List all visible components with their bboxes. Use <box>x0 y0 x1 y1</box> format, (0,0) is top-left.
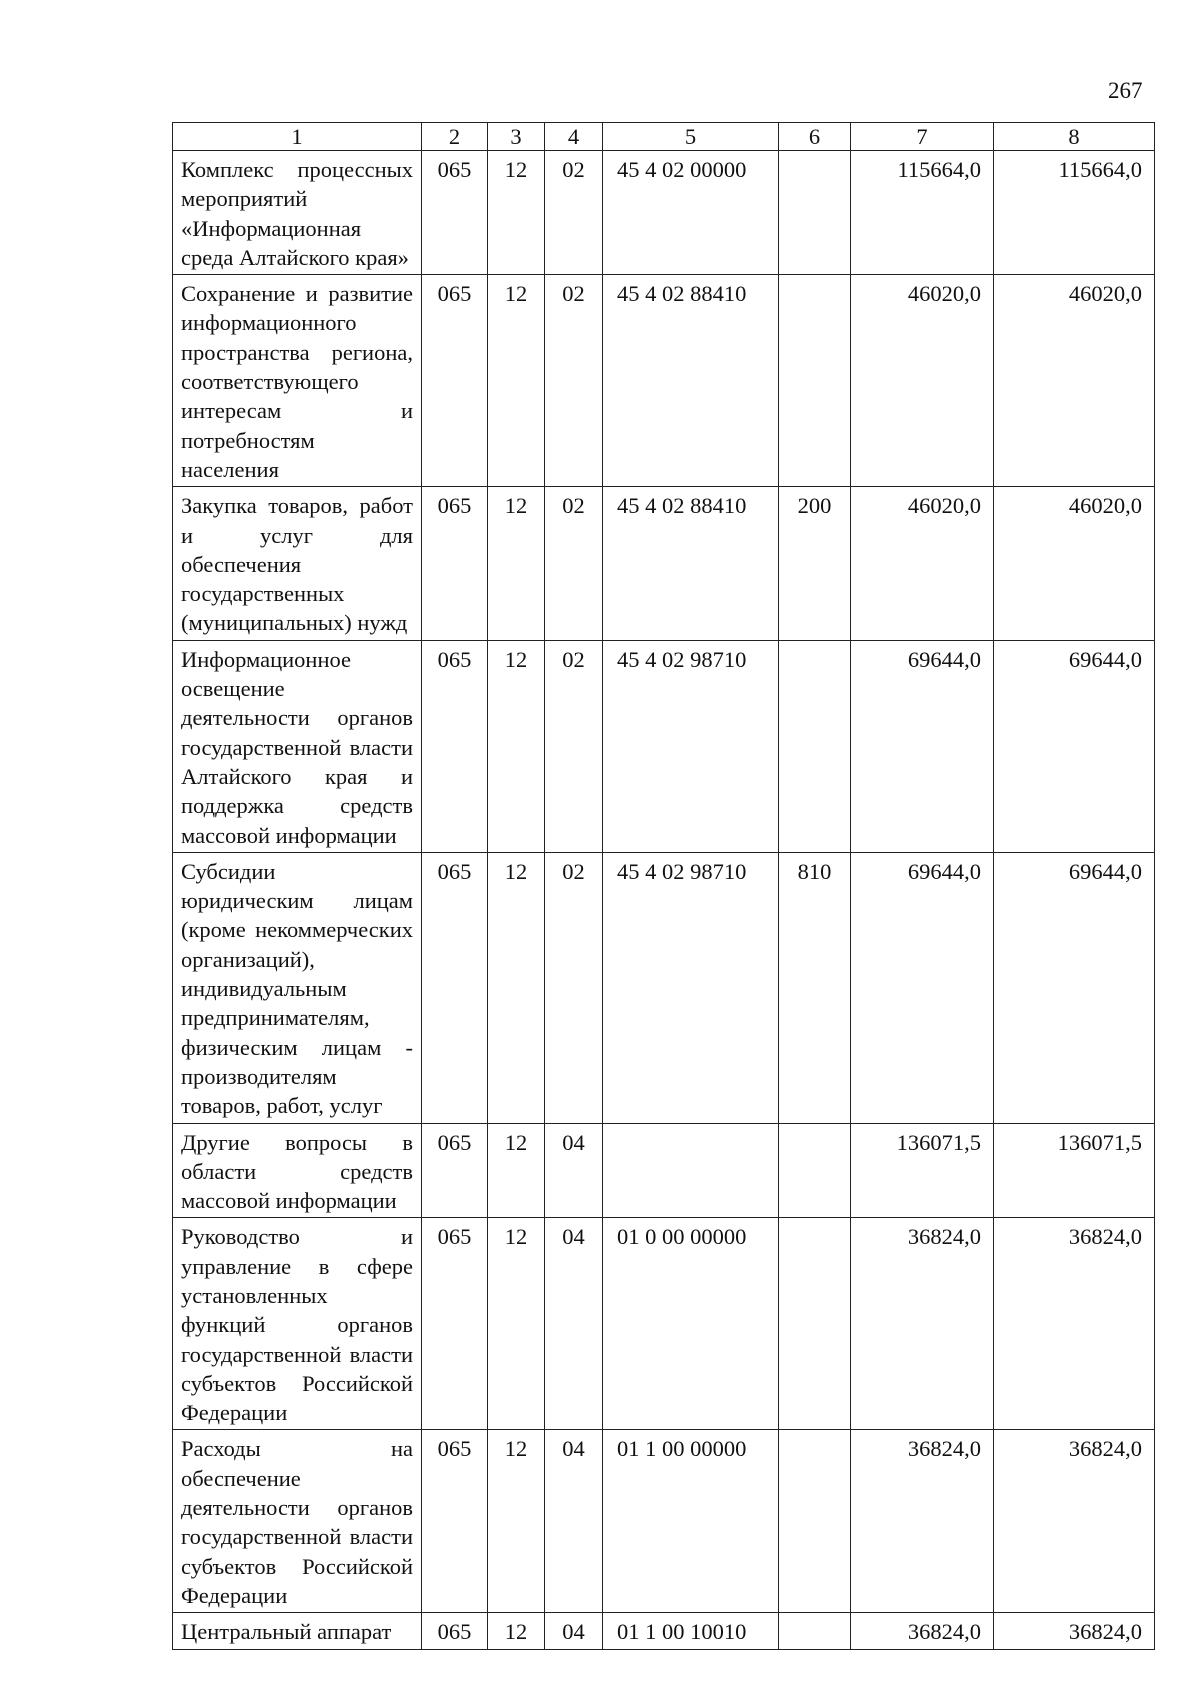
ministry-code: 065 <box>422 487 488 640</box>
amount-year-1: 36824,0 <box>851 1613 994 1649</box>
table-row <box>173 852 1155 1123</box>
expense-type-code <box>779 151 851 275</box>
column-header: 6 <box>779 123 851 151</box>
subsection-code: 02 <box>545 151 603 275</box>
amount-year-2: 36824,0 <box>994 1218 1155 1430</box>
section-code: 12 <box>488 275 545 487</box>
column-header: 1 <box>173 123 422 151</box>
ministry-code: 065 <box>422 275 488 487</box>
column-header: 4 <box>545 123 603 151</box>
table-row <box>173 1218 1155 1430</box>
target-article-code <box>603 1123 779 1218</box>
section-code: 12 <box>488 640 545 852</box>
target-article-code: 01 1 00 10010 <box>603 1613 779 1649</box>
subsection-code: 02 <box>545 275 603 487</box>
table-row <box>173 487 1155 640</box>
section-code: 12 <box>488 1123 545 1218</box>
column-header: 7 <box>851 123 994 151</box>
item-name: Субсидии юридическим лицам (кроме некоммерческих организаций), индивидуальным предпринимателям, физическим лицам - производителям товаров, работ, услуг <box>173 852 422 1123</box>
subsection-code: 02 <box>545 487 603 640</box>
amount-year-1: 136071,5 <box>851 1123 994 1218</box>
expense-type-code <box>779 1218 851 1430</box>
target-article-code: 45 4 02 98710 <box>603 640 779 852</box>
column-header: 2 <box>422 123 488 151</box>
subsection-code: 02 <box>545 852 603 1123</box>
item-name: Другие вопросы в области средств массовой информации <box>173 1123 422 1218</box>
subsection-code: 02 <box>545 640 603 852</box>
ministry-code: 065 <box>422 1430 488 1613</box>
section-code: 12 <box>488 1613 545 1649</box>
item-name: Комплекс процессных мероприятий «Информационная среда Алтайского края» <box>173 151 422 275</box>
ministry-code: 065 <box>422 852 488 1123</box>
column-header: 8 <box>994 123 1155 151</box>
amount-year-2: 46020,0 <box>994 487 1155 640</box>
subsection-code: 04 <box>545 1613 603 1649</box>
page-number: 267 <box>1108 78 1143 103</box>
item-name: Информационное освещение деятельности органов государственной власти Алтайского края и поддержка средств массовой информации <box>173 640 422 852</box>
ministry-code: 065 <box>422 1123 488 1218</box>
subsection-code: 04 <box>545 1430 603 1613</box>
header-row <box>173 123 1155 151</box>
amount-year-1: 69644,0 <box>851 852 994 1123</box>
table-row <box>173 1613 1155 1649</box>
item-name: Расходы на обеспечение деятельности органов государственной власти субъектов Российской Федерации <box>173 1430 422 1613</box>
target-article-code: 45 4 02 98710 <box>603 852 779 1123</box>
amount-year-1: 36824,0 <box>851 1218 994 1430</box>
amount-year-1: 46020,0 <box>851 487 994 640</box>
table-row <box>173 151 1155 275</box>
section-code: 12 <box>488 852 545 1123</box>
target-article-code: 45 4 02 00000 <box>603 151 779 275</box>
ministry-code: 065 <box>422 1218 488 1430</box>
target-article-code: 01 1 00 00000 <box>603 1430 779 1613</box>
amount-year-1: 69644,0 <box>851 640 994 852</box>
amount-year-1: 36824,0 <box>851 1430 994 1613</box>
column-header: 5 <box>603 123 779 151</box>
target-article-code: 45 4 02 88410 <box>603 275 779 487</box>
expense-type-code <box>779 1123 851 1218</box>
amount-year-2: 46020,0 <box>994 275 1155 487</box>
expense-type-code: 810 <box>779 852 851 1123</box>
amount-year-2: 69644,0 <box>994 640 1155 852</box>
amount-year-1: 115664,0 <box>851 151 994 275</box>
expense-type-code <box>779 1430 851 1613</box>
section-code: 12 <box>488 487 545 640</box>
amount-year-2: 69644,0 <box>994 852 1155 1123</box>
table-row <box>173 640 1155 852</box>
ministry-code: 065 <box>422 151 488 275</box>
section-code: 12 <box>488 1430 545 1613</box>
section-code: 12 <box>488 151 545 275</box>
table-row <box>173 1123 1155 1218</box>
target-article-code: 45 4 02 88410 <box>603 487 779 640</box>
target-article-code: 01 0 00 00000 <box>603 1218 779 1430</box>
ministry-code: 065 <box>422 640 488 852</box>
column-header: 3 <box>488 123 545 151</box>
amount-year-2: 115664,0 <box>994 151 1155 275</box>
expense-type-code <box>779 640 851 852</box>
amount-year-2: 36824,0 <box>994 1613 1155 1649</box>
budget-table <box>172 122 1155 1650</box>
section-code: 12 <box>488 1218 545 1430</box>
item-name: Закупка товаров, работ и услуг для обеспечения государственных (муниципальных) нужд <box>173 487 422 640</box>
amount-year-1: 46020,0 <box>851 275 994 487</box>
item-name: Сохранение и развитие информационного пространства региона, соответствующего интересам и потребностям населения <box>173 275 422 487</box>
item-name: Руководство и управление в сфере установленных функций органов государственной власти субъектов Российской Федерации <box>173 1218 422 1430</box>
expense-type-code <box>779 275 851 487</box>
ministry-code: 065 <box>422 1613 488 1649</box>
table-row <box>173 1430 1155 1613</box>
subsection-code: 04 <box>545 1123 603 1218</box>
table-row <box>173 275 1155 487</box>
amount-year-2: 136071,5 <box>994 1123 1155 1218</box>
subsection-code: 04 <box>545 1218 603 1430</box>
item-name: Центральный аппарат <box>173 1613 422 1649</box>
table-body <box>173 151 1155 1650</box>
expense-type-code <box>779 1613 851 1649</box>
amount-year-2: 36824,0 <box>994 1430 1155 1613</box>
expense-type-code: 200 <box>779 487 851 640</box>
